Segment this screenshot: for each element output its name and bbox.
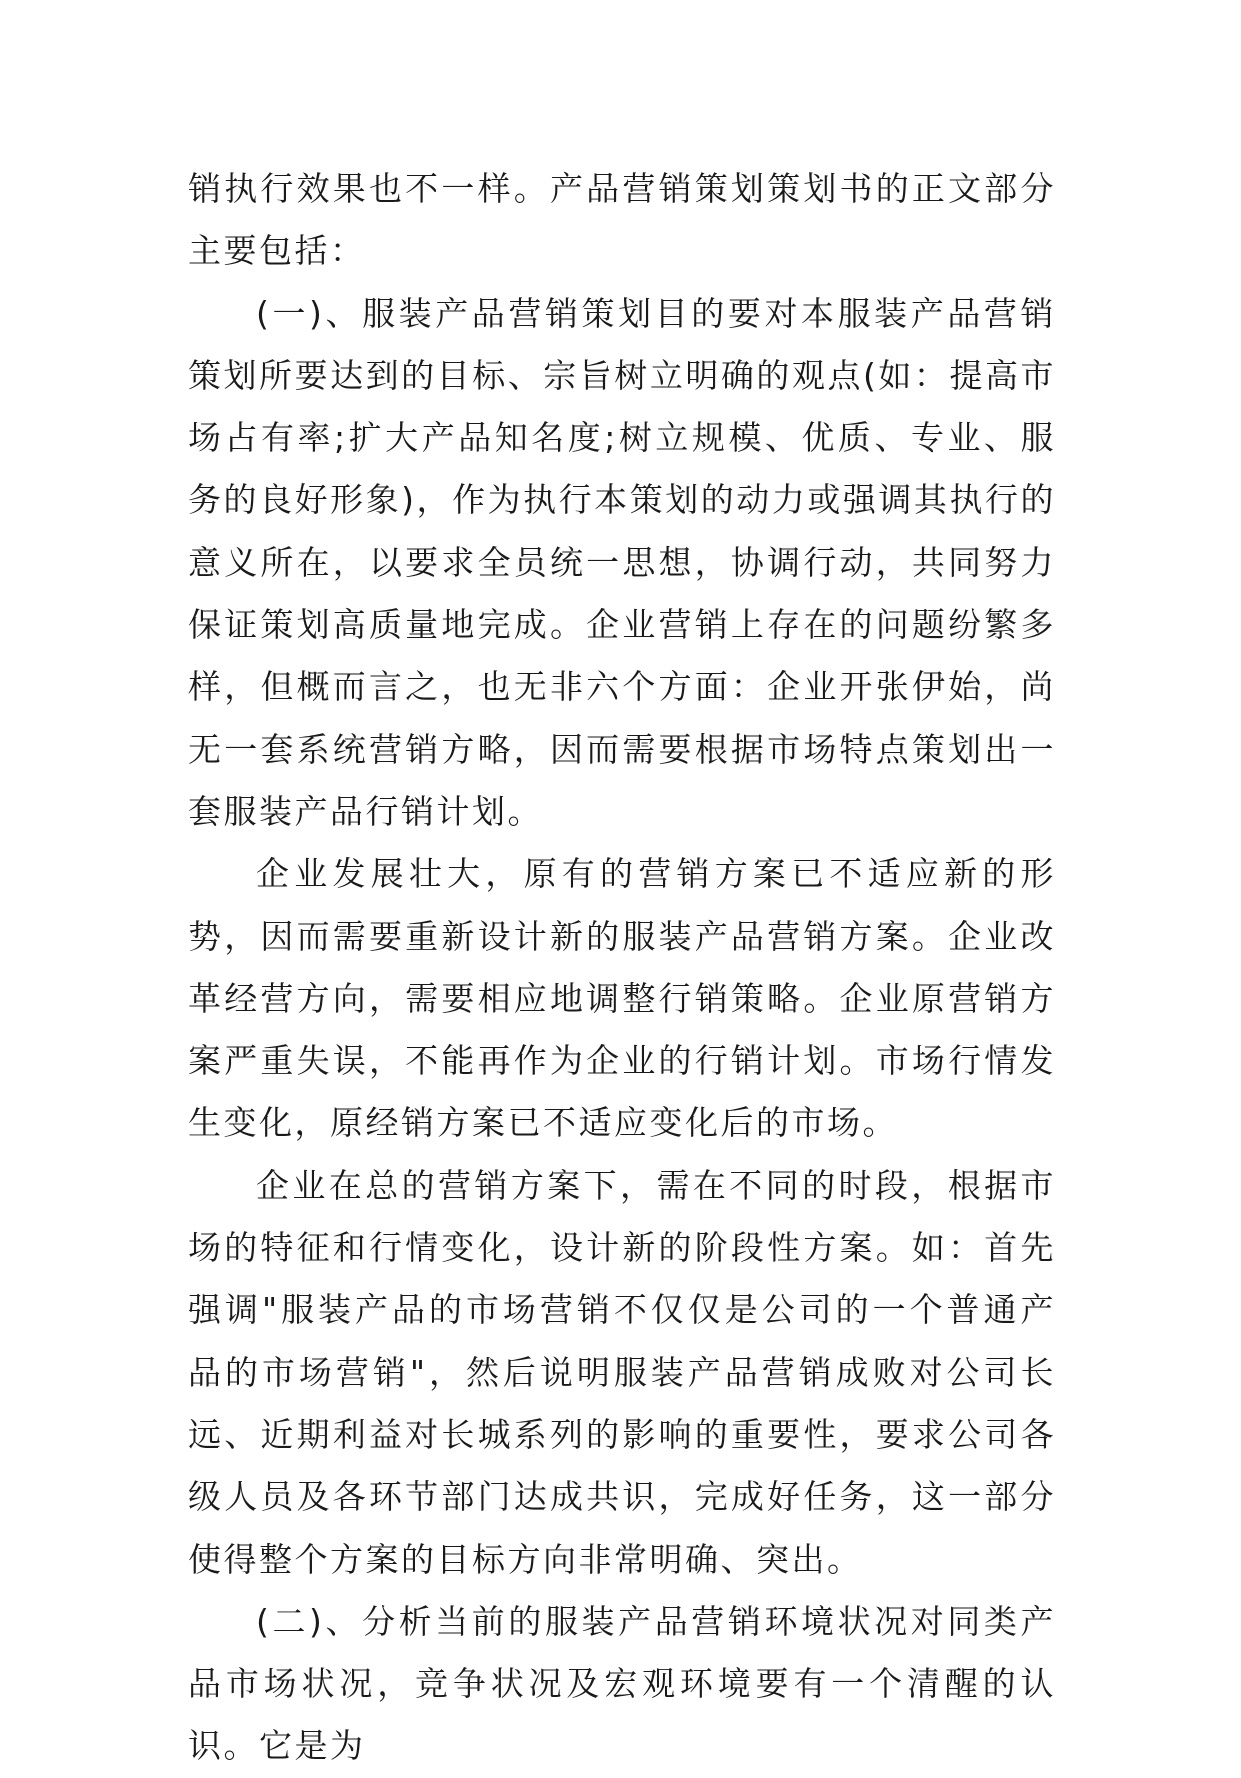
paragraph-enterprise-growth: 企业发展壮大，原有的营销方案已不适应新的形势，因而需要重新设计新的服装产品营销方案。企业改革经营方向，需要相应地调整行销策略。企业原营销方案严重失误，不能再作为企业的行销计划。市场行情发生变化，原经销方案已不适应变化后的市场。 [188,854,1056,1143]
document-body [188,158,1056,1778]
paragraph-marketing-goal: (一)、服装产品营销策划目的要对本服装产品营销策划所要达到的目标、宗旨树立明确的观点(如：提高市场占有率;扩大产品知名度;树立规模、优质、专业、服务的良好形象)，作为执行本策划的动力或强调其执行的意义所在，以要求全员统一思想，协调行动，共同努力保证策划高质量地完成。企业营销上存在的问题纷繁多样，但概而言之，也无非六个方面：企业开张伊始，尚无一套系统营销方略，因而需要根据市场特点策划出一套服装产品行销计划。 [188,293,1056,831]
paragraph-environment-analysis: (二)、分析当前的服装产品营销环境状况对同类产品市场状况，竞争状况及宏观环境要有一个清醒的认识。它是为 [188,1601,1056,1766]
paragraph-phased-plan: 企业在总的营销方案下，需在不同的时段，根据市场的特征和行情变化，设计新的阶段性方案。如：首先强调"服装产品的市场营销不仅仅是公司的一个普通产品的市场营销"，然后说明服装产品营销成败对公司长远、近期利益对长城系列的影响的重要性，要求公司各级人员及各环节部门达成共识，完成好任务，这一部分使得整个方案的目标方向非常明确、突出。 [188,1165,1056,1579]
paragraph-continuation: 销执行效果也不一样。产品营销策划策划书的正文部分主要包括： [188,169,1056,271]
